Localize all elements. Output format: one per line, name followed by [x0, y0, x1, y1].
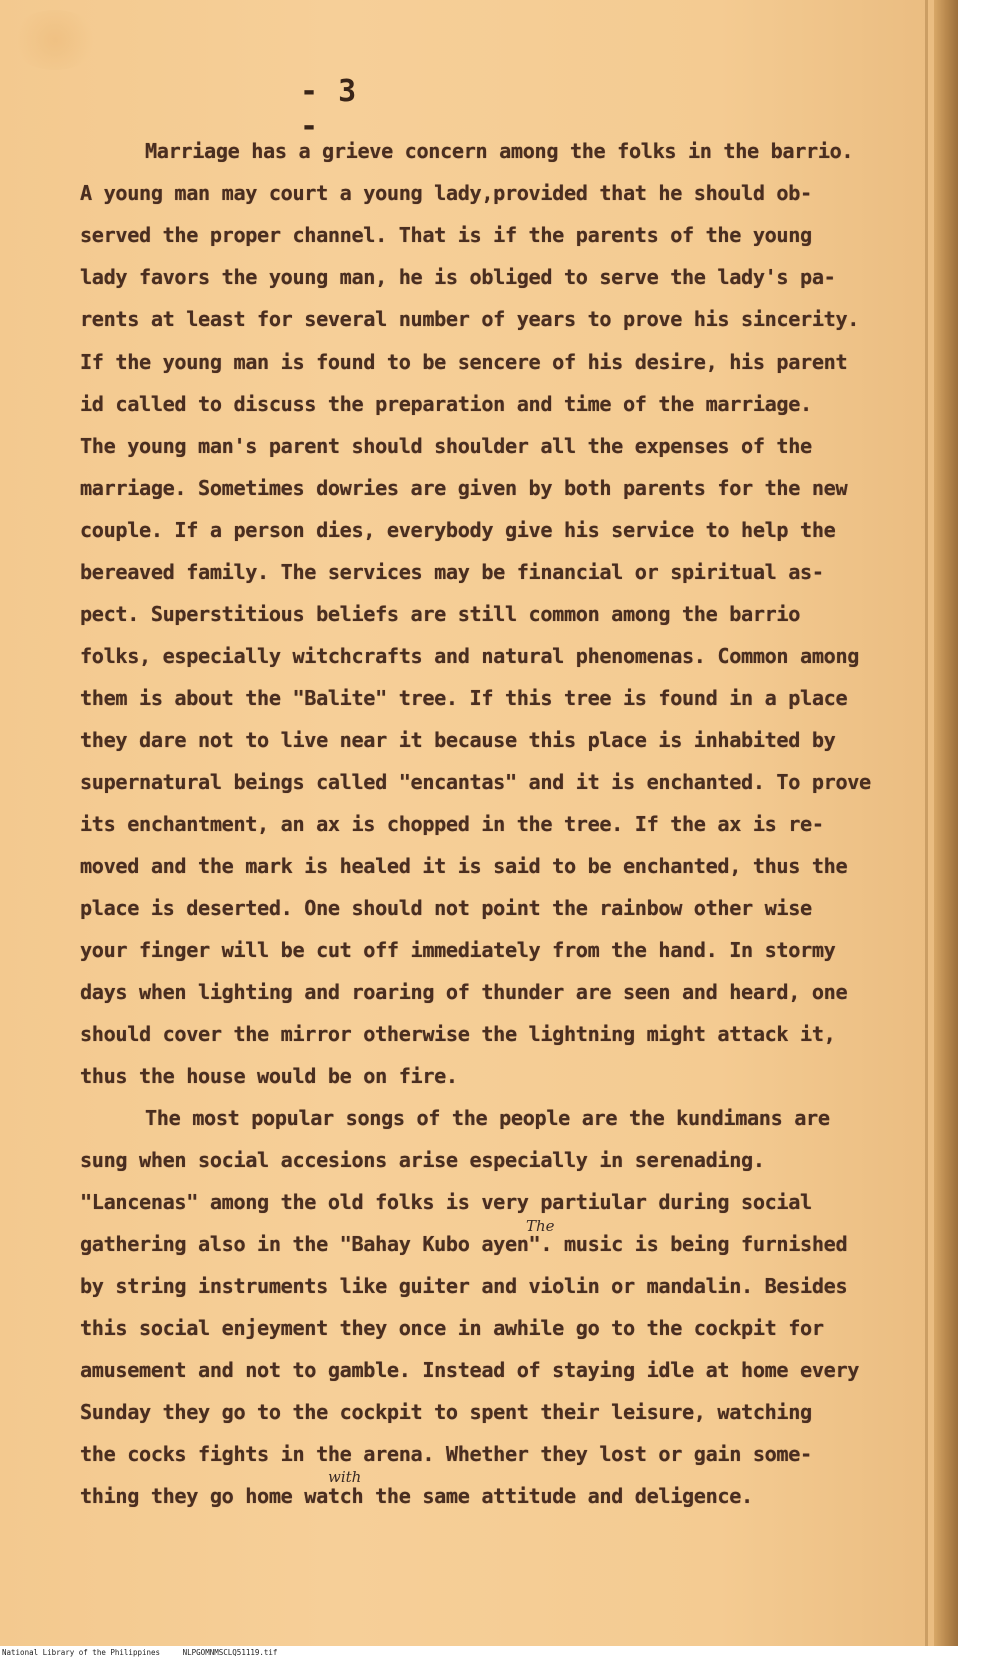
text-line: moved and the mark is healed it is said to be enchanted, thus the — [80, 854, 848, 878]
text-line: they dare not to live near it because this place is inhabited by — [80, 728, 836, 752]
text-line: the cocks fights in the arena. Whether they lost or gain some- — [80, 1442, 812, 1466]
text-line: place is deserted. One should not point the rainbow other wise — [80, 896, 812, 920]
text-line: Sunday they go to the cockpit to spent their leisure, watching — [80, 1400, 812, 1424]
archive-footer: National Library of the Philippines NLPGOMNMSCLQ51119.tif — [0, 1647, 981, 1658]
text-line: amusement and not to gamble. Instead of staying idle at home every — [80, 1358, 860, 1382]
text-line: If the young man is found to be sencere of his desire, his parent — [80, 350, 848, 374]
text-line: them is about the "Balite" tree. If this tree is found in a place — [80, 686, 848, 710]
text-line: pect. Superstitious beliefs are still common among the barrio — [80, 602, 801, 626]
text-line: Marriage has a grieve concern among the folks in the barrio. — [145, 139, 854, 163]
text-line: rents at least for several number of years to prove his sincerity. — [80, 307, 860, 331]
text-line: folks, especially witchcrafts and natural phenomenas. Common among — [80, 644, 860, 668]
page-number: - 3 - — [300, 74, 358, 144]
text-line: id called to discuss the preparation and time of the marriage. — [80, 392, 812, 416]
handwritten-insertion: with — [328, 1468, 362, 1486]
text-line: bereaved family. The services may be financial or spiritual as- — [80, 560, 824, 584]
text-line: should cover the mirror otherwise the lightning might attack it, — [80, 1022, 836, 1046]
text-line: marriage. Sometimes dowries are given by both parents for the new — [80, 476, 848, 500]
text-line: The most popular songs of the people are the kundimans are — [145, 1106, 830, 1130]
text-line: days when lighting and roaring of thunder are seen and heard, one — [80, 980, 848, 1004]
text-line: your finger will be cut off immediately from the hand. In stormy — [80, 938, 836, 962]
text-line: gathering also in the "Bahay Kubo ayen". music is being furnished — [80, 1232, 848, 1256]
text-line: The young man's parent should shoulder all the expenses of the — [80, 434, 812, 458]
text-line: couple. If a person dies, everybody give his service to help the — [80, 518, 836, 542]
text-line: sung when social accesions arise especially in serenading. — [80, 1148, 765, 1172]
text-line: its enchantment, an ax is chopped in the tree. If the ax is re- — [80, 812, 824, 836]
text-line: thus the house would be on fire. — [80, 1064, 458, 1088]
text-line: "Lancenas" among the old folks is very partiular during social — [80, 1190, 812, 1214]
handwritten-insertion: The — [526, 1217, 555, 1235]
text-line: A young man may court a young lady,provided that he should ob- — [80, 181, 812, 205]
text-line: supernatural beings called "encantas" and it is enchanted. To prove — [80, 770, 871, 794]
text-line: by string instruments like guiter and violin or mandalin. Besides — [80, 1274, 848, 1298]
text-line: served the proper channel. That is if the parents of the young — [80, 223, 812, 247]
text-line: thing they go home watch the same attitude and deligence. — [80, 1484, 753, 1508]
text-line: lady favors the young man, he is obliged to serve the lady's pa- — [80, 265, 836, 289]
text-line: this social enjeyment they once in awhile go to the cockpit for — [80, 1316, 824, 1340]
